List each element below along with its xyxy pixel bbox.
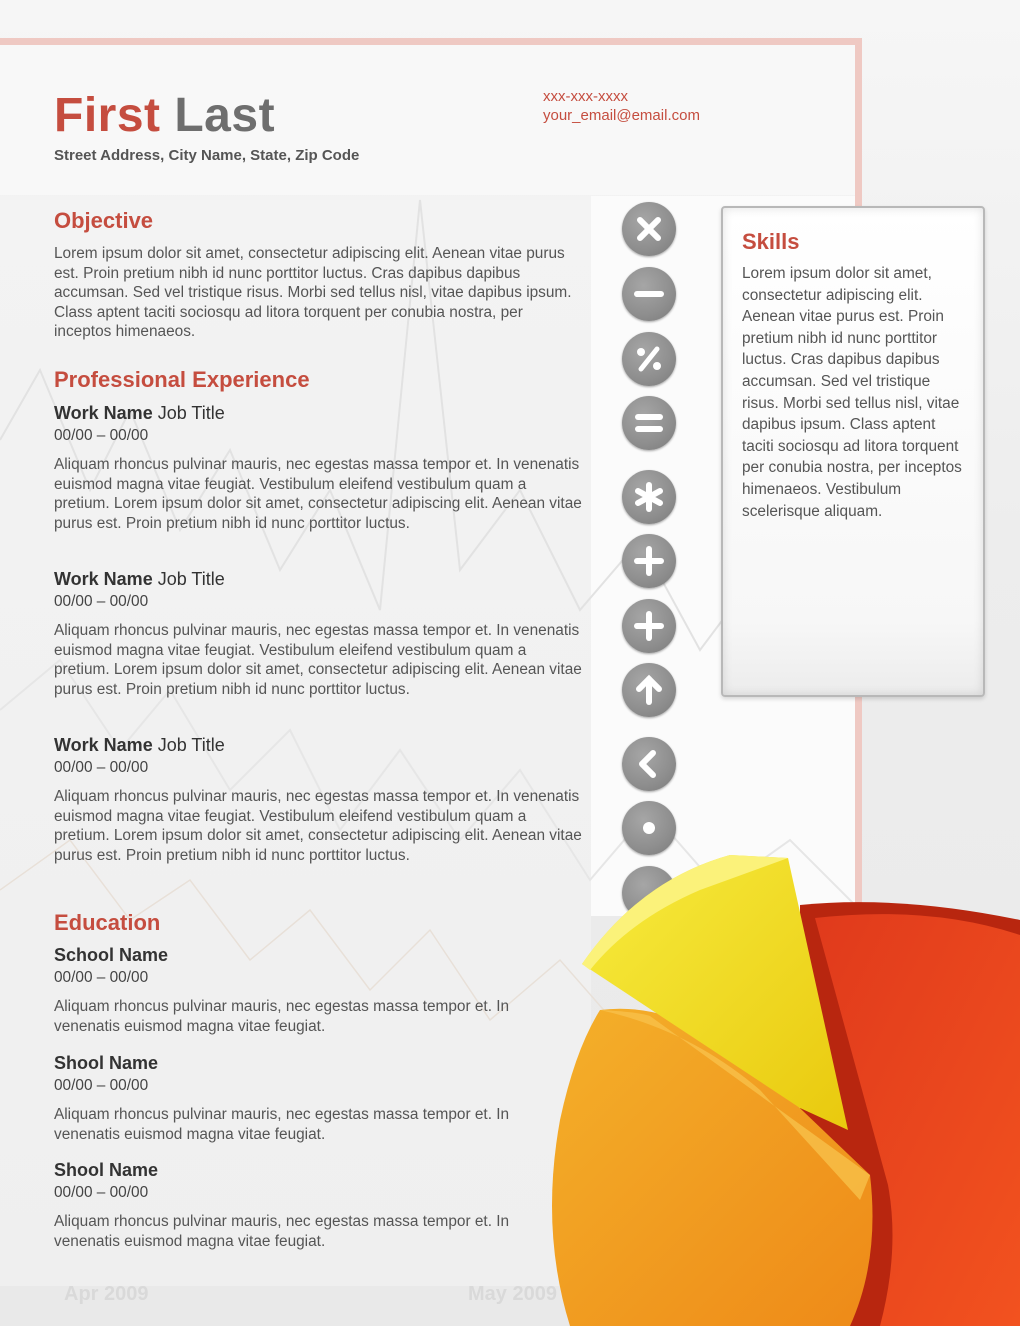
footer-date-left: Apr 2009 <box>64 1283 149 1305</box>
job-description: Aliquam rhoncus pulvinar mauris, nec egestas massa tempor et. In venenatis euismod magna vitae feugiat. Vestibulum eleifend vestibulum quam a pretium. Lorem ipsum dolor sit amet, consectetur adipiscing elit. Aenean vitae purus est. Proin pretium nibh id nunc porttitor luctus. <box>54 622 582 698</box>
work-name: Work Name <box>54 735 153 755</box>
school-dates: 00/00 – 00/00 <box>54 1184 149 1201</box>
job-title: Job Title <box>157 569 225 589</box>
skills-text: Lorem ipsum dolor sit amet, consectetur adipiscing elit. Aenean vitae purus est. Proin pretium nibh id nunc porttitor luctus. Cras dapibus dapibus accumsan. Sed vel tristique risus. Morbi sed tellus nisl, vitae dapibus ipsum. Class aptent taciti sociosqu ad litora torquent per conubia nostra, per inceptos himenaeos. Vestibulum scelerisque aliquam. <box>742 265 962 520</box>
job-dates: 00/00 – 00/00 <box>54 427 149 444</box>
school-name: School Name <box>54 945 169 965</box>
email-address[interactable]: your_email@email.com <box>543 107 700 124</box>
school-name: Shool Name <box>54 1160 159 1180</box>
last-name: Last <box>174 89 276 142</box>
phone-number: xxx-xxx-xxxx <box>543 88 628 105</box>
objective-heading: Objective <box>54 208 154 233</box>
footer-date-right: May 2009 <box>468 1283 557 1305</box>
objective-text: Lorem ipsum dolor sit amet, consectetur adipiscing elit. Aenean vitae purus est. Proin pretium nibh id nunc porttitor luctus. Cras dapibus dapibus accumsan. Sed vel tristique risus. Morbi sed tellus nisl, vitae dapibus ipsum. Class aptent taciti sociosqu ad litora torquent per conubia nostra, per inceptos himenaeos. <box>54 245 572 341</box>
street-address: Street Address, City Name, State, Zip Code <box>54 147 360 164</box>
job-dates: 00/00 – 00/00 <box>54 759 149 776</box>
skills-heading: Skills <box>742 229 800 254</box>
school-description: Aliquam rhoncus pulvinar mauris, nec egestas massa tempor et. In venenatis euismod magna vitae feugiat. <box>54 1213 510 1250</box>
work-name: Work Name <box>54 569 153 589</box>
job-title: Job Title <box>157 403 225 423</box>
experience-heading: Professional Experience <box>54 367 310 392</box>
work-name: Work Name <box>54 403 153 423</box>
school-dates: 00/00 – 00/00 <box>54 1077 149 1094</box>
education-heading: Education <box>54 910 161 935</box>
school-dates: 00/00 – 00/00 <box>54 969 149 986</box>
school-name: Shool Name <box>54 1053 159 1073</box>
job-title: Job Title <box>157 735 225 755</box>
job-description: Aliquam rhoncus pulvinar mauris, nec egestas massa tempor et. In venenatis euismod magna vitae feugiat. Vestibulum eleifend vestibulum quam a pretium. Lorem ipsum dolor sit amet, consectetur adipiscing elit. Aenean vitae purus est. Proin pretium nibh id nunc porttitor luctus. <box>54 788 582 864</box>
job-description: Aliquam rhoncus pulvinar mauris, nec egestas massa tempor et. In venenatis euismod magna vitae feugiat. Vestibulum eleifend vestibulum quam a pretium. Lorem ipsum dolor sit amet, consectetur adipiscing elit. Aenean vitae purus est. Proin pretium nibh id nunc porttitor luctus. <box>54 456 582 532</box>
school-description: Aliquam rhoncus pulvinar mauris, nec egestas massa tempor et. In venenatis euismod magna vitae feugiat. <box>54 1106 510 1143</box>
school-description: Aliquam rhoncus pulvinar mauris, nec egestas massa tempor et. In venenatis euismod magna vitae feugiat. <box>54 998 510 1035</box>
job-dates: 00/00 – 00/00 <box>54 593 149 610</box>
first-name: First <box>54 89 161 142</box>
